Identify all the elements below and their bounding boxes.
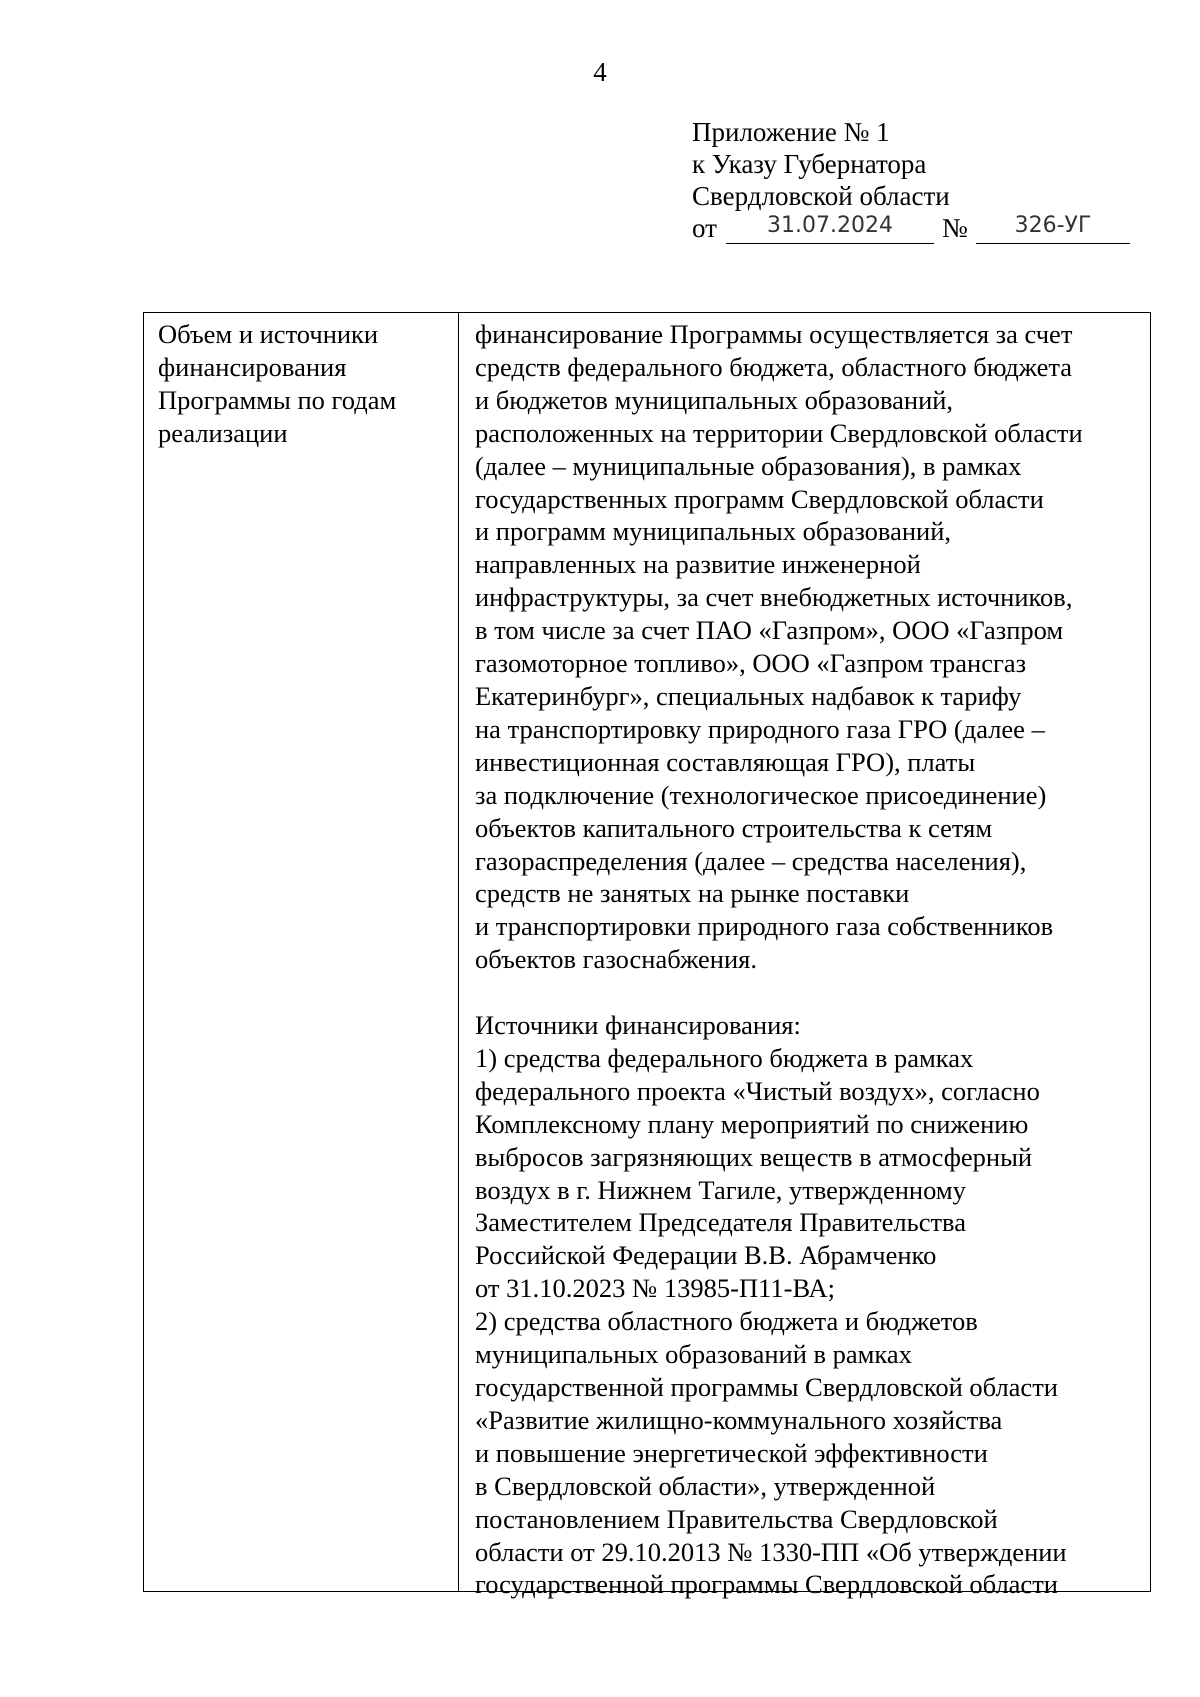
text-line: в Свердловской области», утвержденной xyxy=(475,1470,936,1501)
text-line: финансирование Программы осуществляется за счет xyxy=(475,319,1073,349)
text-line: объектов газоснабжения. xyxy=(475,944,757,975)
text-line: от 31.10.2023 № 13985-П11-ВА; xyxy=(475,1273,835,1304)
label-line: финансирования xyxy=(158,352,347,382)
financing-paragraph xyxy=(475,318,1147,976)
number-prefix: № xyxy=(942,213,968,243)
text-line: инвестиционная составляющая ГРО), платы xyxy=(475,746,976,777)
text-line: государственных программ Свердловской области xyxy=(475,483,1044,514)
decree-date-field: 31.07.2024 xyxy=(726,212,934,244)
appendix-header xyxy=(692,116,1152,246)
text-line: Источники финансирования: xyxy=(475,1010,801,1041)
text-line: федерального проекта «Чистый воздух», согласно xyxy=(475,1075,1040,1106)
text-line: «Развитие жилищно-коммунального хозяйства xyxy=(475,1404,1003,1435)
text-line: 1) средства федерального бюджета в рамках xyxy=(475,1042,974,1073)
text-line: в том числе за счет ПАО «Газпром», ООО «Газпром xyxy=(475,615,1064,646)
text-line: направленных на развитие инженерной xyxy=(475,549,921,580)
text-line: расположенных на территории Свердловской области xyxy=(475,417,1083,448)
label-line: реализации xyxy=(158,418,288,448)
decree-date-number-row xyxy=(692,212,1152,246)
text-line: Комплексному плану мероприятий по снижению xyxy=(475,1108,1029,1139)
paragraph-gap xyxy=(475,976,1147,1009)
page-number: 4 xyxy=(593,57,607,87)
text-line: газомоторное топливо», ООО «Газпром трансгаз xyxy=(475,648,1027,679)
date-prefix: от xyxy=(692,213,717,243)
text-line: выбросов загрязняющих веществ в атмосферный xyxy=(475,1141,1033,1172)
text-line: воздух в г. Нижнем Тагиле, утвержденному xyxy=(475,1174,966,1205)
column-divider xyxy=(458,313,459,1591)
text-line: и программ муниципальных образований, xyxy=(475,516,952,547)
appendix-line-2: к Указу Губернатора xyxy=(692,149,927,179)
text-line: и бюджетов муниципальных образований, xyxy=(475,384,954,415)
financing-table xyxy=(143,312,1151,1600)
text-line: объектов капитального строительства к сетям xyxy=(475,812,993,843)
appendix-line-1: Приложение № 1 xyxy=(692,117,890,147)
text-line: Российской Федерации В.В. Абрамченко xyxy=(475,1240,937,1271)
decree-number-field: 326-УГ xyxy=(976,212,1130,244)
text-line: газораспределения (далее – средства населения), xyxy=(475,845,1027,876)
text-line: муниципальных образований в рамках xyxy=(475,1339,912,1370)
text-line: Заместителем Председателя Правительства xyxy=(475,1207,966,1238)
text-line: за подключение (технологическое присоединение) xyxy=(475,779,1047,810)
text-line: инфраструктуры, за счет внебюджетных источников, xyxy=(475,582,1073,613)
text-line: на транспортировку природного газа ГРО (далее – xyxy=(475,713,1045,744)
table-cell-content xyxy=(475,318,1147,1601)
text-line: и транспортировки природного газа собственников xyxy=(475,911,1054,942)
label-line: Программы по годам xyxy=(158,385,397,415)
label-line: Объем и источники xyxy=(158,319,379,349)
text-line: государственной программы Свердловской области xyxy=(475,1569,1058,1600)
table-cell-label xyxy=(158,318,448,450)
text-line: и повышение энергетической эффективности xyxy=(475,1437,988,1468)
text-line: 2) средства областного бюджета и бюджетов xyxy=(475,1306,978,1337)
text-line: Екатеринбург», специальных надбавок к тарифу xyxy=(475,680,1022,711)
text-line: области от 29.10.2013 № 1330-ПП «Об утверждении xyxy=(475,1536,1067,1567)
text-line: государственной программы Свердловской области xyxy=(475,1371,1058,1402)
text-line: (далее – муниципальные образования), в рамках xyxy=(475,450,1022,481)
text-line: средств федерального бюджета, областного бюджета xyxy=(475,351,1073,382)
text-line: постановлением Правительства Свердловской xyxy=(475,1503,998,1534)
appendix-line-3: Свердловской области xyxy=(692,181,950,211)
sources-paragraph xyxy=(475,1009,1147,1601)
text-line: средств не занятых на рынке поставки xyxy=(475,878,910,909)
